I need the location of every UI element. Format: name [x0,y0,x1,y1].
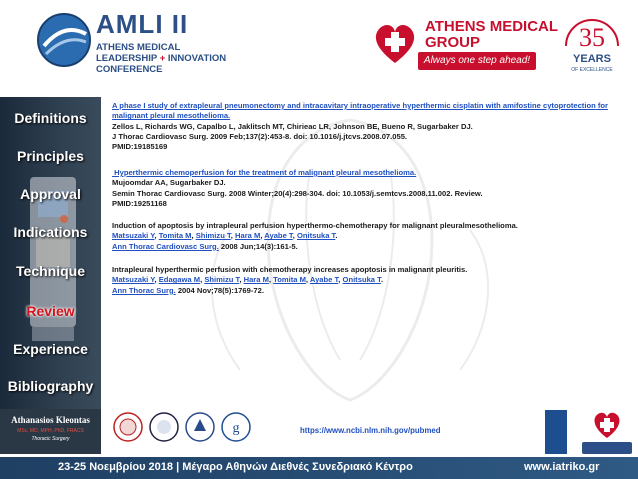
reference-2-journal: Semin Thorac Cardiovasc Surg. 2008 Winter;20(4):298-304. doi: 10.1053/j.semtcvs.2008.11.002. Review. [112,188,483,198]
reference-1-authors: Zellos L, Richards WG, Capalbo L, Jaklitsch MT, Chirieac LR, Johnson BE, Bueno R, Sugarbaker DJ. [112,121,473,131]
references-list [112,101,627,401]
reference-1-journal: J Thorac Cardiovasc Surg. 2009 Feb;137(2):453-8. doi: 10.1016/j.jtcvs.2008.07.055. [112,131,408,141]
author-link[interactable]: Shimizu T [204,275,240,285]
years-word: YEARS [573,53,611,65]
author-link[interactable]: Hara M [235,231,261,241]
society-seal-3-icon [184,411,216,443]
sidebar-item-review[interactable]: Review [26,303,75,319]
athens-name-line-2: GROUP [425,34,481,51]
reference-4-authors: Matsuzaki Y, Edagawa M, Shimizu T, Hara M, Tomita M, Ayabe T, Onitsuka T. [112,275,384,285]
sidebar-item-experience[interactable]: Experience [13,341,88,357]
reference-3-title: Induction of apoptosis by intrapleural perfusion hyperthermo-chemotherapy for malignant pleuralmesothelioma. [112,221,518,230]
oncology-center-logo-icon [578,408,636,458]
author-link[interactable]: Shimizu T [195,231,231,241]
amli-line-4: CONFERENCE [96,64,163,75]
author-link[interactable]: Hara M [243,275,269,285]
reference-3-authors: Matsuzaki Y, Tomita M, Shimizu T, Hara M, Ayabe T, Onitsuka T. [112,231,338,241]
reference-4-journal-details: 2004 Nov;78(5):1769-72. [175,285,264,295]
amli-line-1: ATHENS MEDICAL [96,42,181,53]
footer-event-info: 23-25 Νοεμβρίου 2018 | Μέγαρο Αθηνών Διεθνές Συνεδριακό Κέντρο [58,461,413,473]
slide-header [0,0,638,95]
sidebar-item-approval[interactable]: Approval [20,186,81,202]
author-credentials: MSc, MD, MPH, PhD, FRACS [17,428,84,434]
author-name: Athanasios Kleontas [11,415,90,425]
author-link[interactable]: Matsuzaki Y [112,275,155,285]
svg-text:g: g [232,421,240,436]
society-seal-1-icon [112,411,144,443]
society-seal-4-icon [220,411,252,443]
journal-link[interactable]: Ann Thorac Cardiovasc Surg. [112,241,219,251]
amli-subtitle: ATHENS MEDICAL LEADERSHIP + INNOVATION CONFERENCE [96,42,227,75]
footer-bar [0,457,638,479]
sidebar-item-indications[interactable]: Indications [13,224,88,240]
reference-1-pmid: PMID:19185169 [112,142,168,152]
reference-3-journal [112,242,627,252]
author-specialty: Thoracic Surgery [31,436,70,442]
heart-cross-icon [370,18,420,68]
athens-tagline: Always one step ahead! [418,52,536,70]
reference-1-title-link[interactable] [112,101,627,122]
years-number: 35 [579,23,605,52]
reference-2 [112,168,627,209]
reference-2-pmid: PMID:19251168 [112,198,167,208]
journal-link[interactable]: Ann Thorac Surg. [112,285,176,295]
reference-4 [112,265,627,296]
author-card [0,409,101,454]
author-link[interactable]: Tomita M [273,275,306,285]
reference-1 [112,101,627,152]
sidebar-item-bibliography[interactable]: Bibliography [7,378,94,394]
author-link[interactable]: Matsuzaki Y [112,231,155,241]
author-link[interactable]: Ayabe T [309,275,339,285]
sidebar-item-definitions[interactable]: Definitions [14,110,87,126]
author-link[interactable]: Ayabe T [264,231,293,241]
footer-website-link[interactable]: www.iatriko.gr [524,461,600,473]
author-link[interactable]: Tomita M [158,231,192,241]
reference-3-journal-details: 2008 Jun;14(3):161-5. [218,241,298,251]
athens-name-line-1: ATHENS MEDICAL [425,18,559,35]
amli-globe-icon [36,12,92,68]
reference-2-title-link[interactable]: Hyperthermic chemoperfusion for the treatment of malignant pleural mesothelioma. [112,168,417,177]
society-seal-2-icon [148,411,180,443]
reference-4-journal [112,286,627,296]
years-sub: OF EXCELLENCE [571,67,613,73]
author-link[interactable]: Onitsuka T [296,231,336,241]
reference-4-title: Intrapleural hyperthermic perfusion with chemotherapy increases apoptosis in malignant pleuritis. [112,265,468,274]
reference-1-title-part-1: A phase I study of extrapleural pneumonectomy and intracavitary intraoperative hyperthermic cisplatin with amifostine cytoprotection [112,101,596,110]
athens-medical-group-name [425,19,558,51]
amli-line-3: INNOVATION [167,53,227,64]
sidebar-nav [0,97,101,409]
author-link[interactable]: Edagawa M [158,275,201,285]
reference-3 [112,221,627,252]
author-link[interactable]: Onitsuka T [342,275,381,285]
amli-title: AMLI II [96,9,189,39]
pubmed-source-link[interactable]: https://www.ncbi.nlm.nih.gov/pubmed [300,426,441,435]
amli-line-2: LEADERSHIP [96,53,158,64]
sidebar-item-principles[interactable]: Principles [17,148,84,164]
35-years-badge [552,6,632,86]
ncbi-logo-icon [545,410,567,454]
sidebar-item-technique[interactable]: Technique [16,263,85,279]
reference-1-title-part-2: for malignant pleural mesothelioma. [112,101,608,121]
reference-2-authors: Mujoomdar AA, Sugarbaker DJ. [112,178,226,188]
